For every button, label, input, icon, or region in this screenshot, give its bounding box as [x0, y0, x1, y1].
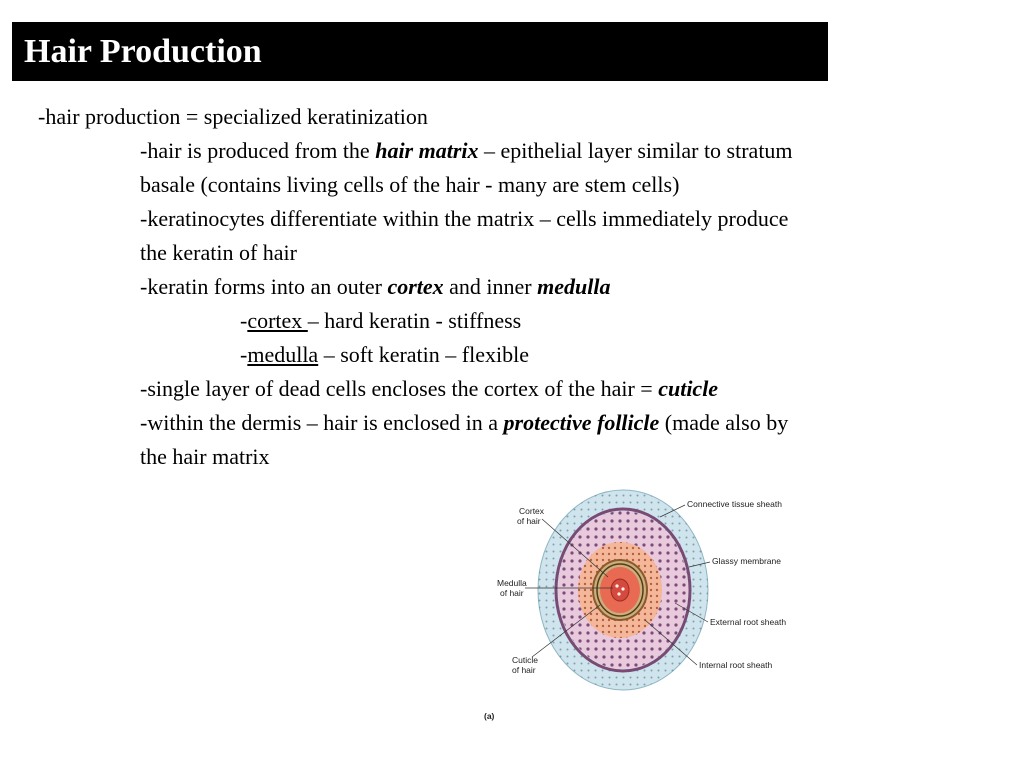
hair-follicle-diagram — [480, 485, 800, 730]
label-connective: Connective tissue sheath — [687, 499, 782, 509]
bullet-line-6 — [140, 270, 610, 304]
title-bar — [12, 22, 828, 81]
bullet-line-9 — [140, 372, 718, 406]
label-internal: Internal root sheath — [699, 660, 773, 670]
text: – hard keratin - stiffness — [307, 308, 522, 333]
text: basale (contains living cells of the hair - many are stem cells) — [140, 172, 680, 197]
label-medulla-2: of hair — [500, 588, 524, 598]
text: -hair production = specialized keratinization — [38, 104, 428, 129]
term-medulla: medulla — [537, 274, 611, 299]
medulla — [611, 579, 629, 601]
text: (made also by — [659, 410, 789, 435]
underlined-medulla: medulla — [247, 342, 319, 367]
label-external: External root sheath — [710, 617, 787, 627]
text: – epithelial layer similar to stratum — [478, 138, 793, 163]
term-cuticle: cuticle — [658, 376, 719, 401]
text: -keratin forms into an outer — [140, 274, 388, 299]
label-medulla: Medulla — [497, 578, 527, 588]
text: -within the dermis – hair is enclosed in a — [140, 410, 504, 435]
label-cuticle: Cuticle — [512, 655, 538, 665]
bullet-line-7 — [240, 304, 521, 338]
slide-title: Hair Production — [24, 33, 262, 70]
text: -hair is produced from the — [140, 138, 376, 163]
bullet-line-3 — [140, 168, 679, 202]
text: -single layer of dead cells encloses the cortex of the hair = — [140, 376, 659, 401]
bullet-line-11 — [140, 440, 270, 474]
text: - — [240, 342, 248, 367]
medulla-cell — [617, 592, 620, 595]
label-cuticle-2: of hair — [512, 665, 536, 675]
term-hair-matrix: hair matrix — [375, 138, 479, 163]
medulla-cell — [615, 584, 618, 587]
label-cortex-2: of hair — [517, 516, 541, 526]
text: and inner — [443, 274, 538, 299]
label-glassy: Glassy membrane — [712, 556, 781, 566]
term-protective-follicle: protective follicle — [503, 410, 660, 435]
text: the hair matrix — [140, 444, 270, 469]
bullet-line-2 — [140, 134, 793, 168]
bullet-line-1 — [38, 100, 428, 134]
term-cortex: cortex — [387, 274, 444, 299]
text: – soft keratin – flexible — [318, 342, 529, 367]
bullet-line-10 — [140, 406, 788, 440]
medulla-cell — [621, 587, 624, 590]
panel-label: (a) — [484, 711, 495, 721]
text: -keratinocytes differentiate within the matrix – cells immediately produce — [140, 206, 789, 231]
label-cortex: Cortex — [519, 506, 545, 516]
bullet-line-8 — [240, 338, 529, 372]
bullet-line-5 — [140, 236, 297, 270]
text: the keratin of hair — [140, 240, 297, 265]
text: - — [240, 308, 248, 333]
hair-follicle-cross-section-figure — [480, 485, 800, 730]
bullet-line-4 — [140, 202, 788, 236]
underlined-cortex: cortex — [247, 308, 308, 333]
